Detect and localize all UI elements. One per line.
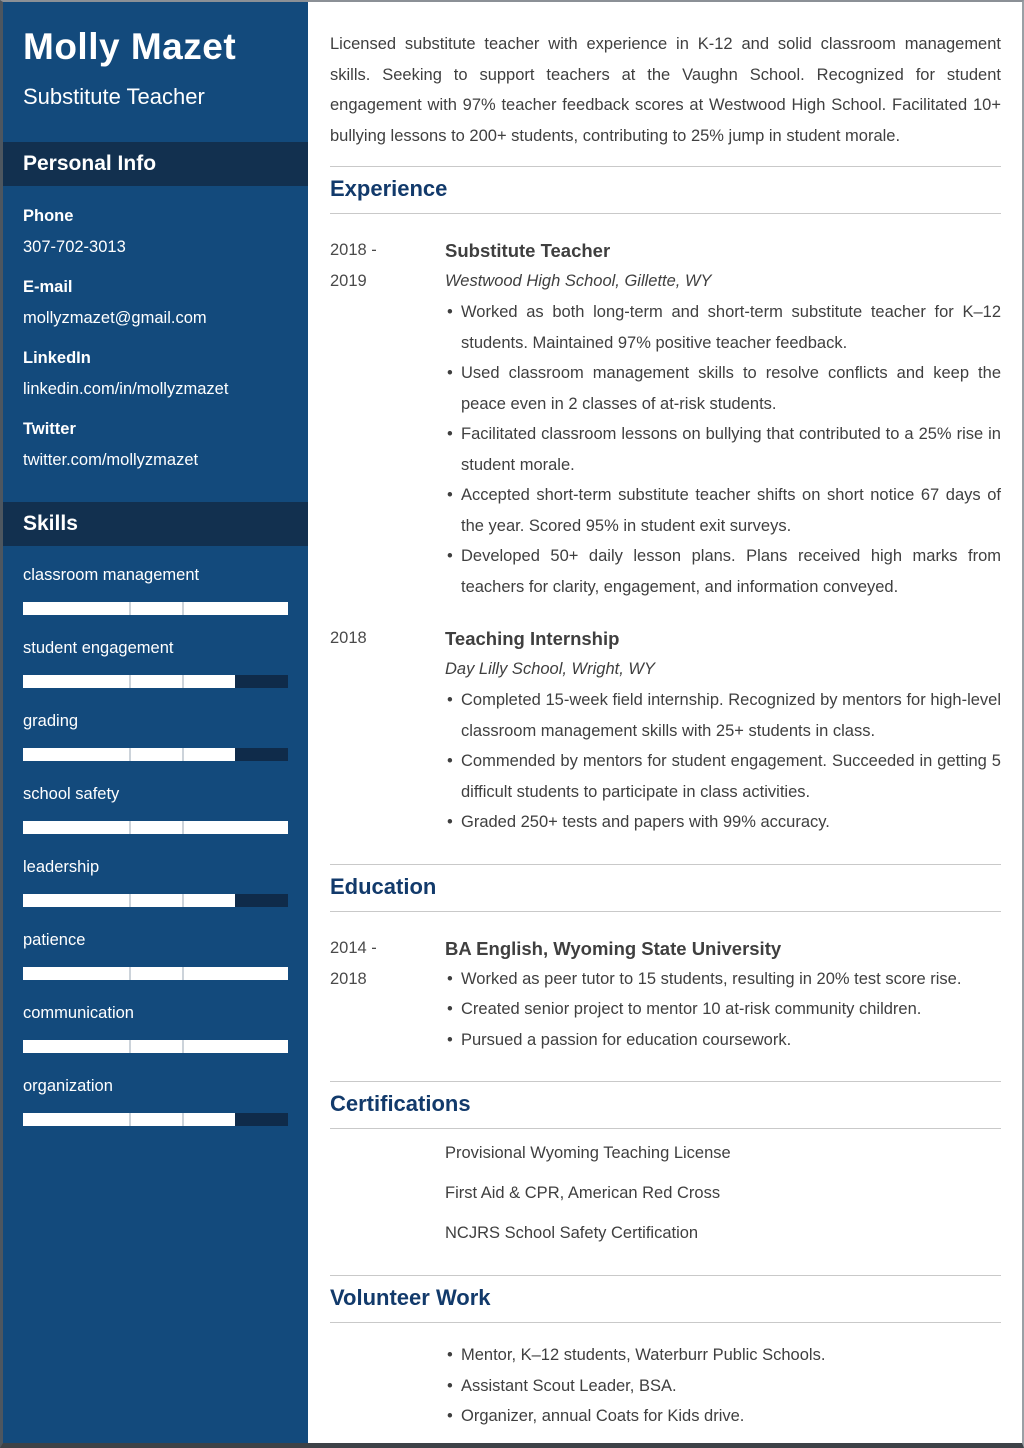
contact-phone-value: 307-702-3013 bbox=[23, 238, 126, 256]
volunteer-bullet: • Mentor, K–12 students, Waterburr Public Schools. bbox=[445, 1340, 1001, 1371]
job-bullet: • Accepted short-term substitute teacher shifts on short notice 67 days of the year. Scored 95% in student exit surveys. bbox=[445, 480, 1001, 541]
divider bbox=[330, 911, 1001, 912]
experience-entry bbox=[330, 235, 1001, 602]
skill-level-fill bbox=[23, 967, 288, 980]
contact-email bbox=[3, 278, 308, 328]
skill-bar-tick bbox=[182, 1113, 184, 1126]
contact-twitter-label: Twitter bbox=[23, 420, 76, 438]
job-bullet: • Commended by mentors for student engagement. Succeeded in getting 5 difficult students to participate in class activities. bbox=[445, 746, 1001, 807]
skill-bar-tick bbox=[129, 821, 131, 834]
job-bullet: • Completed 15-week field internship. Recognized by mentors for high-level classroom management skills with 25+ students in class. bbox=[445, 685, 1001, 746]
skill-level-bar bbox=[23, 675, 288, 688]
skill-item bbox=[23, 931, 288, 980]
certification-item: NCJRS School Safety Certification bbox=[445, 1224, 699, 1242]
skill-label: grading bbox=[23, 712, 79, 730]
certification-item: Provisional Wyoming Teaching License bbox=[445, 1144, 731, 1162]
education-bullet: • Pursued a passion for education coursework. bbox=[445, 1025, 1001, 1056]
contact-phone bbox=[3, 207, 308, 257]
entry-date-start: 2018 bbox=[330, 629, 367, 647]
entry-dates bbox=[330, 933, 445, 1056]
skill-bar-tick bbox=[182, 748, 184, 761]
skill-bar-tick bbox=[129, 602, 131, 615]
job-bullet-list bbox=[445, 297, 1001, 602]
professional-summary: Licensed substitute teacher with experience in K-12 and solid classroom management skills. Seeking to support teachers at the Vaughn School. Recognized for student engagement with 97% teacher feedback scores at Westwood High School. Facilitated 10+ bullying lessons to 200+ students, contributing to 25% jump in student morale. bbox=[330, 35, 1001, 145]
contact-email-label: E-mail bbox=[23, 278, 73, 296]
skills-heading: Skills bbox=[3, 502, 308, 546]
experience-section-header bbox=[330, 166, 1001, 214]
skill-bar-tick bbox=[129, 675, 131, 688]
entry-dates bbox=[330, 235, 445, 602]
divider bbox=[330, 1322, 1001, 1323]
contact-phone-label: Phone bbox=[23, 207, 74, 225]
experience-entry bbox=[330, 623, 1001, 838]
skill-level-bar bbox=[23, 1113, 288, 1126]
skill-level-bar bbox=[23, 1040, 288, 1053]
skill-label: communication bbox=[23, 1004, 134, 1022]
contact-linkedin-label: LinkedIn bbox=[23, 349, 91, 367]
job-bullet: • Used classroom management skills to resolve conflicts and keep the peace even in 2 classes of at-risk students. bbox=[445, 358, 1001, 419]
skill-bar-tick bbox=[129, 1113, 131, 1126]
contact-twitter bbox=[3, 420, 308, 470]
entry-date-start: 2014 - bbox=[330, 938, 377, 957]
education-bullet: • Worked as peer tutor to 15 students, resulting in 20% test score rise. bbox=[445, 964, 1001, 995]
skill-bar-tick bbox=[182, 967, 184, 980]
skill-label: classroom management bbox=[23, 566, 200, 584]
volunteer-bullet-list bbox=[445, 1340, 1001, 1432]
skill-bar-tick bbox=[182, 602, 184, 615]
education-bullet: • Created senior project to mentor 10 at-risk community children. bbox=[445, 994, 1001, 1025]
education-bullet-list bbox=[445, 964, 1001, 1056]
education-entry bbox=[330, 933, 1001, 1056]
certifications-section-header bbox=[330, 1081, 1001, 1129]
certifications-section-title: Certifications bbox=[330, 1091, 471, 1116]
skill-bar-tick bbox=[129, 748, 131, 761]
skill-item bbox=[23, 712, 288, 761]
education-section-header bbox=[330, 864, 1001, 912]
skill-bar-tick bbox=[129, 1040, 131, 1053]
divider bbox=[330, 213, 1001, 214]
entry-date-end: 2019 bbox=[330, 272, 367, 290]
skill-item bbox=[23, 1077, 288, 1126]
skill-item bbox=[23, 566, 288, 615]
volunteer-bullet: • Assistant Scout Leader, BSA. bbox=[445, 1371, 1001, 1402]
personal-info-heading: Personal Info bbox=[3, 142, 308, 186]
skill-level-bar bbox=[23, 894, 288, 907]
skill-level-bar bbox=[23, 967, 288, 980]
skills-list bbox=[3, 566, 308, 1126]
skill-item bbox=[23, 1004, 288, 1053]
skill-level-fill bbox=[23, 602, 288, 615]
skill-bar-tick bbox=[182, 821, 184, 834]
contact-linkedin-value[interactable]: linkedin.com/in/mollyzmazet bbox=[23, 380, 229, 398]
degree-title: BA English, Wyoming State University bbox=[445, 937, 782, 959]
entry-body bbox=[445, 623, 1001, 838]
job-title: Teaching Internship bbox=[445, 628, 620, 649]
skill-level-bar bbox=[23, 602, 288, 615]
volunteer-section-header bbox=[330, 1275, 1001, 1323]
skill-bar-tick bbox=[182, 1040, 184, 1053]
contact-email-value[interactable]: mollyzmazet@gmail.com bbox=[23, 309, 207, 327]
job-bullet: • Worked as both long-term and short-term substitute teacher for K–12 students. Maintained 97% positive teacher feedback. bbox=[445, 297, 1001, 358]
skill-item bbox=[23, 639, 288, 688]
job-bullet-list bbox=[445, 685, 1001, 838]
entry-body bbox=[445, 235, 1001, 602]
skill-label: organization bbox=[23, 1077, 113, 1095]
job-bullet: • Facilitated classroom lessons on bullying that contributed to a 25% rise in student morale. bbox=[445, 419, 1001, 480]
skill-bar-tick bbox=[182, 894, 184, 907]
skill-label: student engagement bbox=[23, 639, 174, 657]
certifications-list bbox=[445, 1138, 1001, 1249]
main-content bbox=[308, 2, 1022, 1443]
skill-item bbox=[23, 858, 288, 907]
sidebar bbox=[3, 2, 308, 1443]
entry-date-end: 2018 bbox=[330, 969, 367, 988]
candidate-name: Molly Mazet bbox=[23, 26, 237, 67]
job-bullet: • Developed 50+ daily lesson plans. Plans received high marks from teachers for clarity, engagement, and information conveyed. bbox=[445, 541, 1001, 602]
job-company: Day Lilly School, Wright, WY bbox=[445, 660, 655, 678]
certification-item: First Aid & CPR, American Red Cross bbox=[445, 1184, 721, 1202]
experience-section-title: Experience bbox=[330, 176, 448, 201]
job-company: Westwood High School, Gillette, WY bbox=[445, 272, 712, 290]
candidate-title: Substitute Teacher bbox=[23, 84, 205, 109]
contact-twitter-value[interactable]: twitter.com/mollyzmazet bbox=[23, 451, 199, 469]
job-bullet: • Graded 250+ tests and papers with 99% accuracy. bbox=[445, 807, 1001, 838]
skill-bar-tick bbox=[129, 894, 131, 907]
skill-level-fill bbox=[23, 821, 288, 834]
skill-level-bar bbox=[23, 821, 288, 834]
skill-label: patience bbox=[23, 931, 86, 949]
skill-bar-tick bbox=[182, 675, 184, 688]
entry-date-start: 2018 - bbox=[330, 241, 377, 259]
job-title: Substitute Teacher bbox=[445, 240, 611, 261]
skill-level-fill bbox=[23, 1040, 288, 1053]
volunteer-bullet: • Organizer, annual Coats for Kids drive. bbox=[445, 1401, 1001, 1432]
skill-level-bar bbox=[23, 748, 288, 761]
skill-bar-tick bbox=[129, 967, 131, 980]
skill-label: school safety bbox=[23, 785, 120, 803]
entry-dates bbox=[330, 623, 445, 838]
skill-label: leadership bbox=[23, 858, 100, 876]
education-section-title: Education bbox=[330, 873, 437, 899]
skill-item bbox=[23, 785, 288, 834]
divider bbox=[330, 1128, 1001, 1129]
entry-body bbox=[445, 933, 1001, 1056]
volunteer-section-title: Volunteer Work bbox=[330, 1285, 491, 1310]
contact-linkedin bbox=[3, 349, 308, 399]
